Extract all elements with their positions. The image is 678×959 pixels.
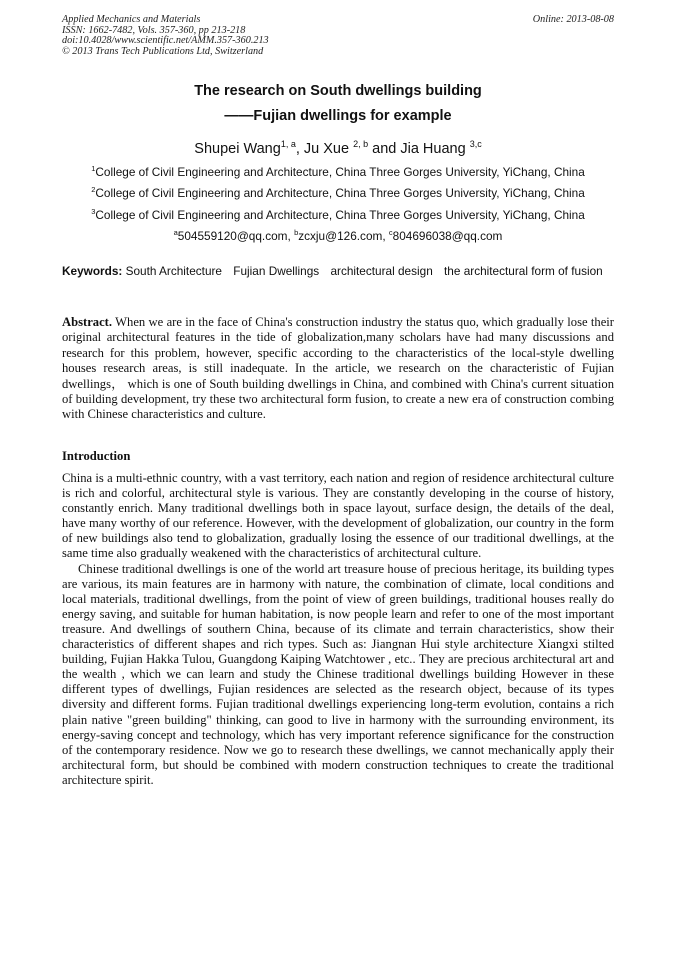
email-address[interactable]: 804696038@qq.com bbox=[392, 229, 503, 243]
affiliation-text: College of Civil Engineering and Architecture, China Three Gorges University, YiChang, China bbox=[95, 208, 585, 222]
email-sup: b bbox=[294, 228, 299, 237]
affiliation-text: College of Civil Engineering and Architecture, China Three Gorges University, YiChang, China bbox=[95, 165, 585, 179]
keywords-label: Keywords: bbox=[62, 264, 123, 278]
email-sup: a bbox=[173, 228, 178, 237]
email-sep: , bbox=[287, 229, 295, 243]
email-address[interactable]: zcxju@126.com bbox=[298, 229, 383, 243]
abstract-label: Abstract. bbox=[62, 315, 113, 329]
affiliation bbox=[62, 186, 614, 201]
affiliation-num: 3 bbox=[91, 207, 96, 216]
author-name: Shupei Wang bbox=[194, 141, 281, 157]
abstract-section bbox=[62, 315, 614, 423]
introduction-body bbox=[62, 471, 614, 788]
affiliation-num: 2 bbox=[91, 185, 96, 194]
journal-header bbox=[62, 15, 614, 57]
author-sup: 3,c bbox=[469, 139, 482, 149]
author-sep: , bbox=[295, 141, 304, 157]
paper-title-line-2: ——Fujian dwellings for example bbox=[224, 108, 452, 124]
affiliation-num: 1 bbox=[91, 164, 96, 173]
author-name: Ju Xue bbox=[303, 141, 350, 157]
keyword: architectural design bbox=[330, 264, 433, 278]
author-sep: and bbox=[368, 141, 401, 157]
email-sep: , bbox=[382, 229, 389, 243]
author-sup: 2, b bbox=[353, 139, 369, 149]
abstract-text: When we are in the face of China's construction industry the status quo, which gradually lose their original architectural features in the tide of globalization,many scholars have had many discussions and research for this problem, however, specific according to the characteristics of the local-style dwelling houses research areas, is still inadequate. In the article, we research on the characteristic of Fujian dwellings， which is one of South building dwellings in China, and combined with China's current situation of building development, try these two architectural form fusion, to create a new era of construction combing with Chinese characteristics and culture. bbox=[62, 315, 614, 422]
author-name: Jia Huang bbox=[400, 141, 466, 157]
issn-line: ISSN: 1662-7482, Vols. 357-360, pp 213-218 bbox=[62, 24, 246, 36]
paper-title-line-1: The research on South dwellings building bbox=[194, 83, 482, 99]
doi-line: doi:10.4028/www.scientific.net/AMM.357-360.213 bbox=[62, 35, 269, 47]
affiliation-text: College of Civil Engineering and Architecture, China Three Gorges University, YiChang, China bbox=[95, 186, 585, 200]
email-sup: c bbox=[388, 228, 393, 237]
intro-paragraph: China is a multi-ethnic country, with a vast territory, each nation and region of residence architectural culture is rich and colorful, architectural style is various. They are constantly developing in the course of history, constantly enrich. Many traditional dwellings both in space layout, surface design, the details of the deal, have many worthy of our reference. However, with the development of globalization, our country in the form of new buildings also tend to globalization, gradually losing the essence of our traditional dwellings, at the same time also gradually weakened with the characteristics of architectural culture. bbox=[62, 471, 614, 561]
affiliation bbox=[62, 208, 614, 223]
keyword: the architectural form of fusion bbox=[444, 264, 603, 278]
keywords-section bbox=[62, 264, 614, 280]
affiliation bbox=[62, 165, 614, 180]
journal-name: Applied Mechanics and Materials bbox=[62, 14, 201, 25]
keyword: South Architecture bbox=[125, 264, 222, 278]
intro-paragraph: Chinese traditional dwellings is one of the world art treasure house of precious heritage, its building types are various, its main features are in harmony with nature, the combination of climate, local conditions and local materials, traditional dwellings, from the point of view of green buildings, traditional houses really do energy saving, and suitable for human habitation, is now people learn and refer to one of the most important treasure. And dwellings of southern China, because of its climate and terrain characteristics, show their characteristics of different shapes and rich types. Such as: Jiangnan Hui style architecture Xiangxi stilted building, Fujian Hakka Tulou, Guangdong Kaiping Watchtower , etc.. They are precious architectural art and the wealth , which we can learn and study the Chinese traditional dwellings building However in these different types of dwellings, Fujian residences are selected as the research object, because of its types diversity and different forms. Fujian traditional dwellings experiencing long-term evolution, contains a rich plain native "green building" thinking, can good to live in harmony with the surrounding environment, its energy-saving concept and technology, which has very important reference significance for the construction of the contemporary residence. Now we go to research these dwellings, we cannot mechanically apply their architectural form, but should be combined with modern construction techniques to create the traditional architecture spirit. bbox=[62, 561, 614, 787]
author-sup: 1, a bbox=[280, 139, 296, 149]
copyright-line: © 2013 Trans Tech Publications Ltd, Switzerland bbox=[62, 45, 264, 57]
keyword: Fujian Dwellings bbox=[233, 264, 320, 278]
email-address[interactable]: 504559120@qq.com bbox=[177, 229, 288, 243]
author-list bbox=[62, 140, 614, 158]
email-list bbox=[62, 229, 614, 244]
section-heading-introduction: Introduction bbox=[62, 449, 131, 463]
online-date: Online: 2013-08-08 bbox=[532, 14, 614, 25]
